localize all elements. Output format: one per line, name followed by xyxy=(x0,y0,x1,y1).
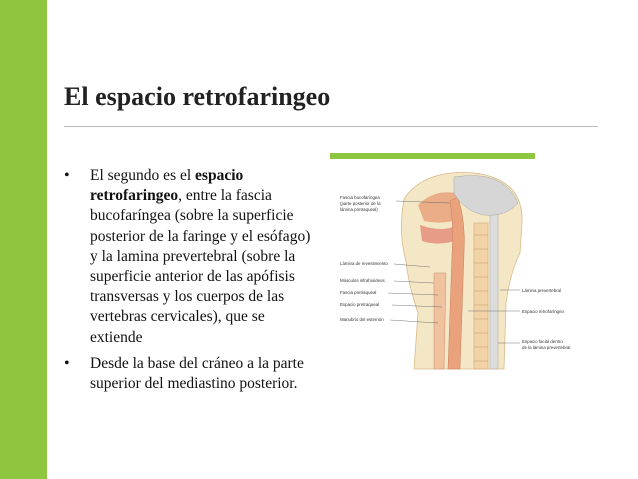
bullet-list xyxy=(64,166,314,400)
spinal-cord-shape xyxy=(490,213,498,369)
label-espacio-facial: Espacio facial dentro xyxy=(522,339,563,344)
bullet-dot-icon: • xyxy=(64,354,70,372)
trachea-shape xyxy=(434,273,446,369)
bullet-2-text: Desde la base del cráneo a la parte superior del mediastino posterior. xyxy=(90,354,304,393)
title-divider xyxy=(64,126,598,127)
label-espacio-pretraqueal: Espacio pretraqueal xyxy=(340,302,380,307)
label-lamina-revestimiento: Lámina de revestimiento xyxy=(340,261,388,266)
bullet-item-2 xyxy=(64,354,314,394)
label-manubrio: Manubrio del esternón xyxy=(340,317,384,322)
label-fascia-pretraqueal: Fascia pretraqueal xyxy=(340,290,377,295)
label-espacio-facial-2: de la lámina prevertebral xyxy=(522,345,571,350)
label-fascia-bucofaringea-2: (parte posterior de la xyxy=(340,201,381,206)
bullet-1-suffix: , entre la fascia bucofaríngea (sobre la superficie posterior de la faringe y el esófago) y la lamina prevertebral (sobre la superficie anterior de las apófisis transversas y los cuerpos de las vertebras cervicales), que se extiende xyxy=(90,187,311,346)
bullet-dot-icon: • xyxy=(64,167,70,184)
header-band xyxy=(47,0,638,48)
slide-title: El espacio retrofaringeo xyxy=(64,82,331,111)
label-fascia-bucofaringea-3: lámina pretraqueal) xyxy=(340,207,378,212)
label-fascia-bucofaringea: Fascia bucofaríngea xyxy=(340,195,380,200)
vertebral-column xyxy=(474,223,488,369)
bullet-item-1 xyxy=(64,166,314,348)
bullet-1-prefix: El segundo es el xyxy=(90,167,196,184)
label-musculos-infrahioideos: Músculos infrahioideos xyxy=(340,278,385,283)
accent-sidebar-bar xyxy=(0,0,47,479)
anatomy-figure xyxy=(334,163,598,381)
label-espacio-retrofaringeo: Espacio retrofaríngeo xyxy=(522,309,564,314)
bullet-1-bold: espacio retrofaringeo xyxy=(90,167,244,205)
neck-sagittal-illustration xyxy=(334,163,598,381)
label-lamina-prevertebral: Lámina prevertebral xyxy=(522,288,562,293)
accent-divider xyxy=(330,153,535,159)
